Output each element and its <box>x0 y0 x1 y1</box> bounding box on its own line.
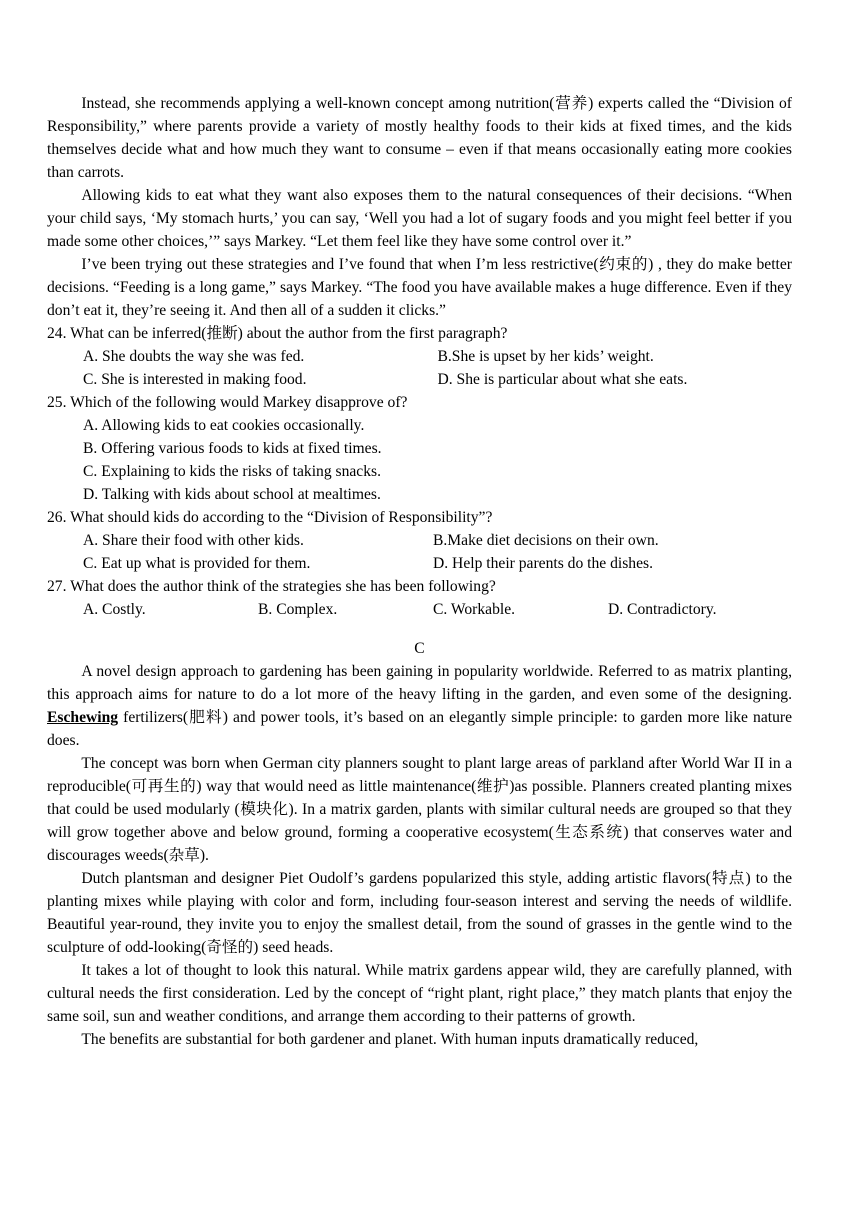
paragraph: Instead, she recommends applying a well-known concept among nutrition(营养) experts called the “Division of Responsibility,” where parents provide a variety of mostly healthy foods to their kids at fixed times, and the kids themselves decide what and how much they want to consume – even if that means occasionally eating more cookies than carrots. <box>47 95 792 181</box>
option-d: D. Help their parents do the dishes. <box>433 555 653 572</box>
paragraph-text: fertilizers(肥料) and power tools, it’s based on an elegantly simple principle: to garden more like nature does. <box>47 709 792 749</box>
paragraph: I’ve been trying out these strategies and I’ve found that when I’m less restrictive(约束的) , they do make better decisions. “Feeding is a long game,” says Markey. “The food you have available makes a huge difference. Even if they don’t eat it, they’re seeing it. And then all of a sudden it clicks.” <box>47 256 792 319</box>
option-c: C. She is interested in making food. <box>83 371 307 388</box>
section-c-title: C <box>414 640 425 657</box>
paragraph-text: A novel design approach to gardening has been gaining in popularity worldwide. Referred to as matrix planting, this approach aims for nature to do a lot more of the heavy lifting in the garden, and even some of the designing. <box>47 663 792 703</box>
option-a: A. Allowing kids to eat cookies occasionally. <box>83 417 365 434</box>
underlined-keyword: Eschewing <box>47 709 119 726</box>
option-b: B.She is upset by her kids’ weight. <box>437 348 654 365</box>
option-b: B. Complex. <box>258 601 338 618</box>
document-page <box>47 92 792 1051</box>
option-c: C. Workable. <box>433 601 516 618</box>
option-a: A. She doubts the way she was fed. <box>83 348 305 365</box>
question-24-stem: 24. What can be inferred(推断) about the author from the first paragraph? <box>47 325 508 342</box>
option-b: B. Offering various foods to kids at fixed times. <box>83 440 382 457</box>
option-a: A. Costly. <box>83 601 146 618</box>
option-c: C. Explaining to kids the risks of taking snacks. <box>83 463 381 480</box>
question-24-options-row-2 <box>47 368 792 391</box>
question-26-options-row-2 <box>47 552 792 575</box>
paragraph: Allowing kids to eat what they want also exposes them to the natural consequences of their decisions. “When your child says, ‘My stomach hurts,’ you can say, ‘Well you had a lot of sugary foods and you might feel better if you made some other choices,’” says Markey. “Let them feel like they have some control over it.” <box>47 187 792 250</box>
option-d: D. Contradictory. <box>608 601 717 618</box>
paragraph: It takes a lot of thought to look this natural. While matrix gardens appear wild, they are carefully planned, with cultural needs the first consideration. Led by the concept of “right plant, right place,” they match plants that enjoy the same soil, sun and weather conditions, and arrange them according to their patterns of growth. <box>47 962 792 1025</box>
option-a: A. Share their food with other kids. <box>83 532 304 549</box>
paragraph: The concept was born when German city planners sought to plant large areas of parkland after World War II in a reproducible(可再生的) way that would need as little maintenance(维护)as possible. Planners created planting mixes that could be used modularly (模块化). In a matrix garden, plants with similar cultural needs are grouped so that they will grow together above and below ground, forming a cooperative ecosystem(生态系统) that conserves water and discourages weeds(杂草). <box>47 755 792 864</box>
question-27-options-row <box>47 598 792 621</box>
question-26-options-row-1 <box>47 529 792 552</box>
paragraph <box>47 660 792 752</box>
option-d: D. She is particular about what she eats. <box>437 371 688 388</box>
question-25-stem: 25. Which of the following would Markey disapprove of? <box>47 394 408 411</box>
paragraph: The benefits are substantial for both gardener and planet. With human inputs dramatically reduced, <box>81 1031 699 1048</box>
option-b: B.Make diet decisions on their own. <box>433 532 659 549</box>
question-26-stem: 26. What should kids do according to the “Division of Responsibility”? <box>47 509 493 526</box>
question-24-options-row-1 <box>47 345 792 368</box>
paragraph: Dutch plantsman and designer Piet Oudolf’s gardens popularized this style, adding artistic flavors(特点) to the planting mixes while playing with color and form, including four-season interest and serving the needs of wildlife. Beautiful year-round, they invite you to enjoy the smallest detail, from the sound of grasses in the gentle wind to the sculpture of odd-looking(奇怪的) seed heads. <box>47 870 792 956</box>
option-c: C. Eat up what is provided for them. <box>83 555 311 572</box>
option-d: D. Talking with kids about school at mealtimes. <box>83 486 381 503</box>
question-27-stem: 27. What does the author think of the strategies she has been following? <box>47 578 496 595</box>
